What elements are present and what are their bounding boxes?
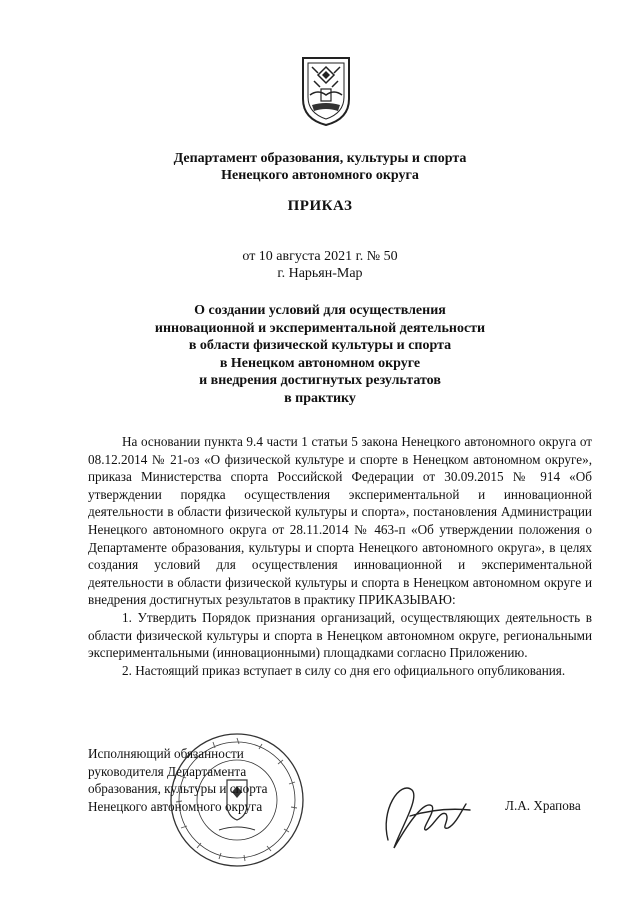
coat-of-arms-emblem	[300, 55, 352, 127]
subject-line: в практику	[284, 390, 356, 406]
date-block	[0, 248, 640, 282]
subject-line: в области физической культуры и спорта	[188, 338, 452, 353]
subject-line: в Ненецком автономном округе	[219, 355, 421, 371]
signatory-line: Исполняющий обязанности	[88, 746, 244, 761]
subject-line: О создании условий для осуществления	[194, 303, 446, 318]
signatory-line: руководителя Департамента	[88, 763, 247, 779]
preamble-paragraph: На основании пункта 9.4 части 1 статьи 5 закона Ненецкого автономного округа от 08.12.2014 № 21-оз «О физической культуре и спорте в Ненецком автономном округе», приказа Министерства спорта Российской Федерации от 30.09.2015 № 914 «Об утверждении порядка осуществления экспериментальной и инновационной деятельности в области физической культуры и спорта», постановления Администрации Ненецкого автономного округа от 28.11.2014 № 463-п «Об утверждении положения о Департаменте образования, культуры и спорта Ненецкого автономного округа», в целях создания условий для осуществления инновационной и экспериментальной деятельности в области физической культуры и спорта в Ненецком автономном округе и внедрения достигнутых результатов в практику ПРИКАЗЫВАЮ:	[88, 434, 592, 608]
department-name: Департамент образования, культуры и спорта	[173, 151, 467, 166]
subject-line: инновационной и экспериментальной деятельности	[154, 320, 486, 336]
city: г. Нарьян-Мар	[277, 266, 363, 281]
item-2-paragraph: 2. Настоящий приказ вступает в силу со дня его официального опубликования.	[122, 662, 566, 678]
document-type-title: ПРИКАЗ	[287, 198, 353, 214]
signatory-line: Ненецкого автономного округа	[88, 798, 263, 814]
district-name: Ненецкого автономного округа	[221, 168, 419, 183]
signatory-name: Л.А. Храпова	[505, 798, 581, 813]
subject-line: и внедрения достигнутых результатов	[199, 373, 441, 388]
handwritten-signature	[370, 770, 480, 860]
order-subject	[0, 302, 640, 407]
signatory-line: образования, культуры и спорта	[88, 781, 268, 797]
signatory-position	[88, 745, 267, 815]
order-body	[88, 433, 592, 679]
date-number: от 10 августа 2021 г. № 50	[242, 249, 398, 264]
department-header	[0, 150, 640, 184]
item-1-paragraph: 1. Утвердить Порядок признания организаций, осуществляющих деятельность в области физической культуры и спорта в Ненецком автономном округе, региональными экспериментальными (инновационными) площадками согласно Приложению.	[88, 609, 592, 661]
